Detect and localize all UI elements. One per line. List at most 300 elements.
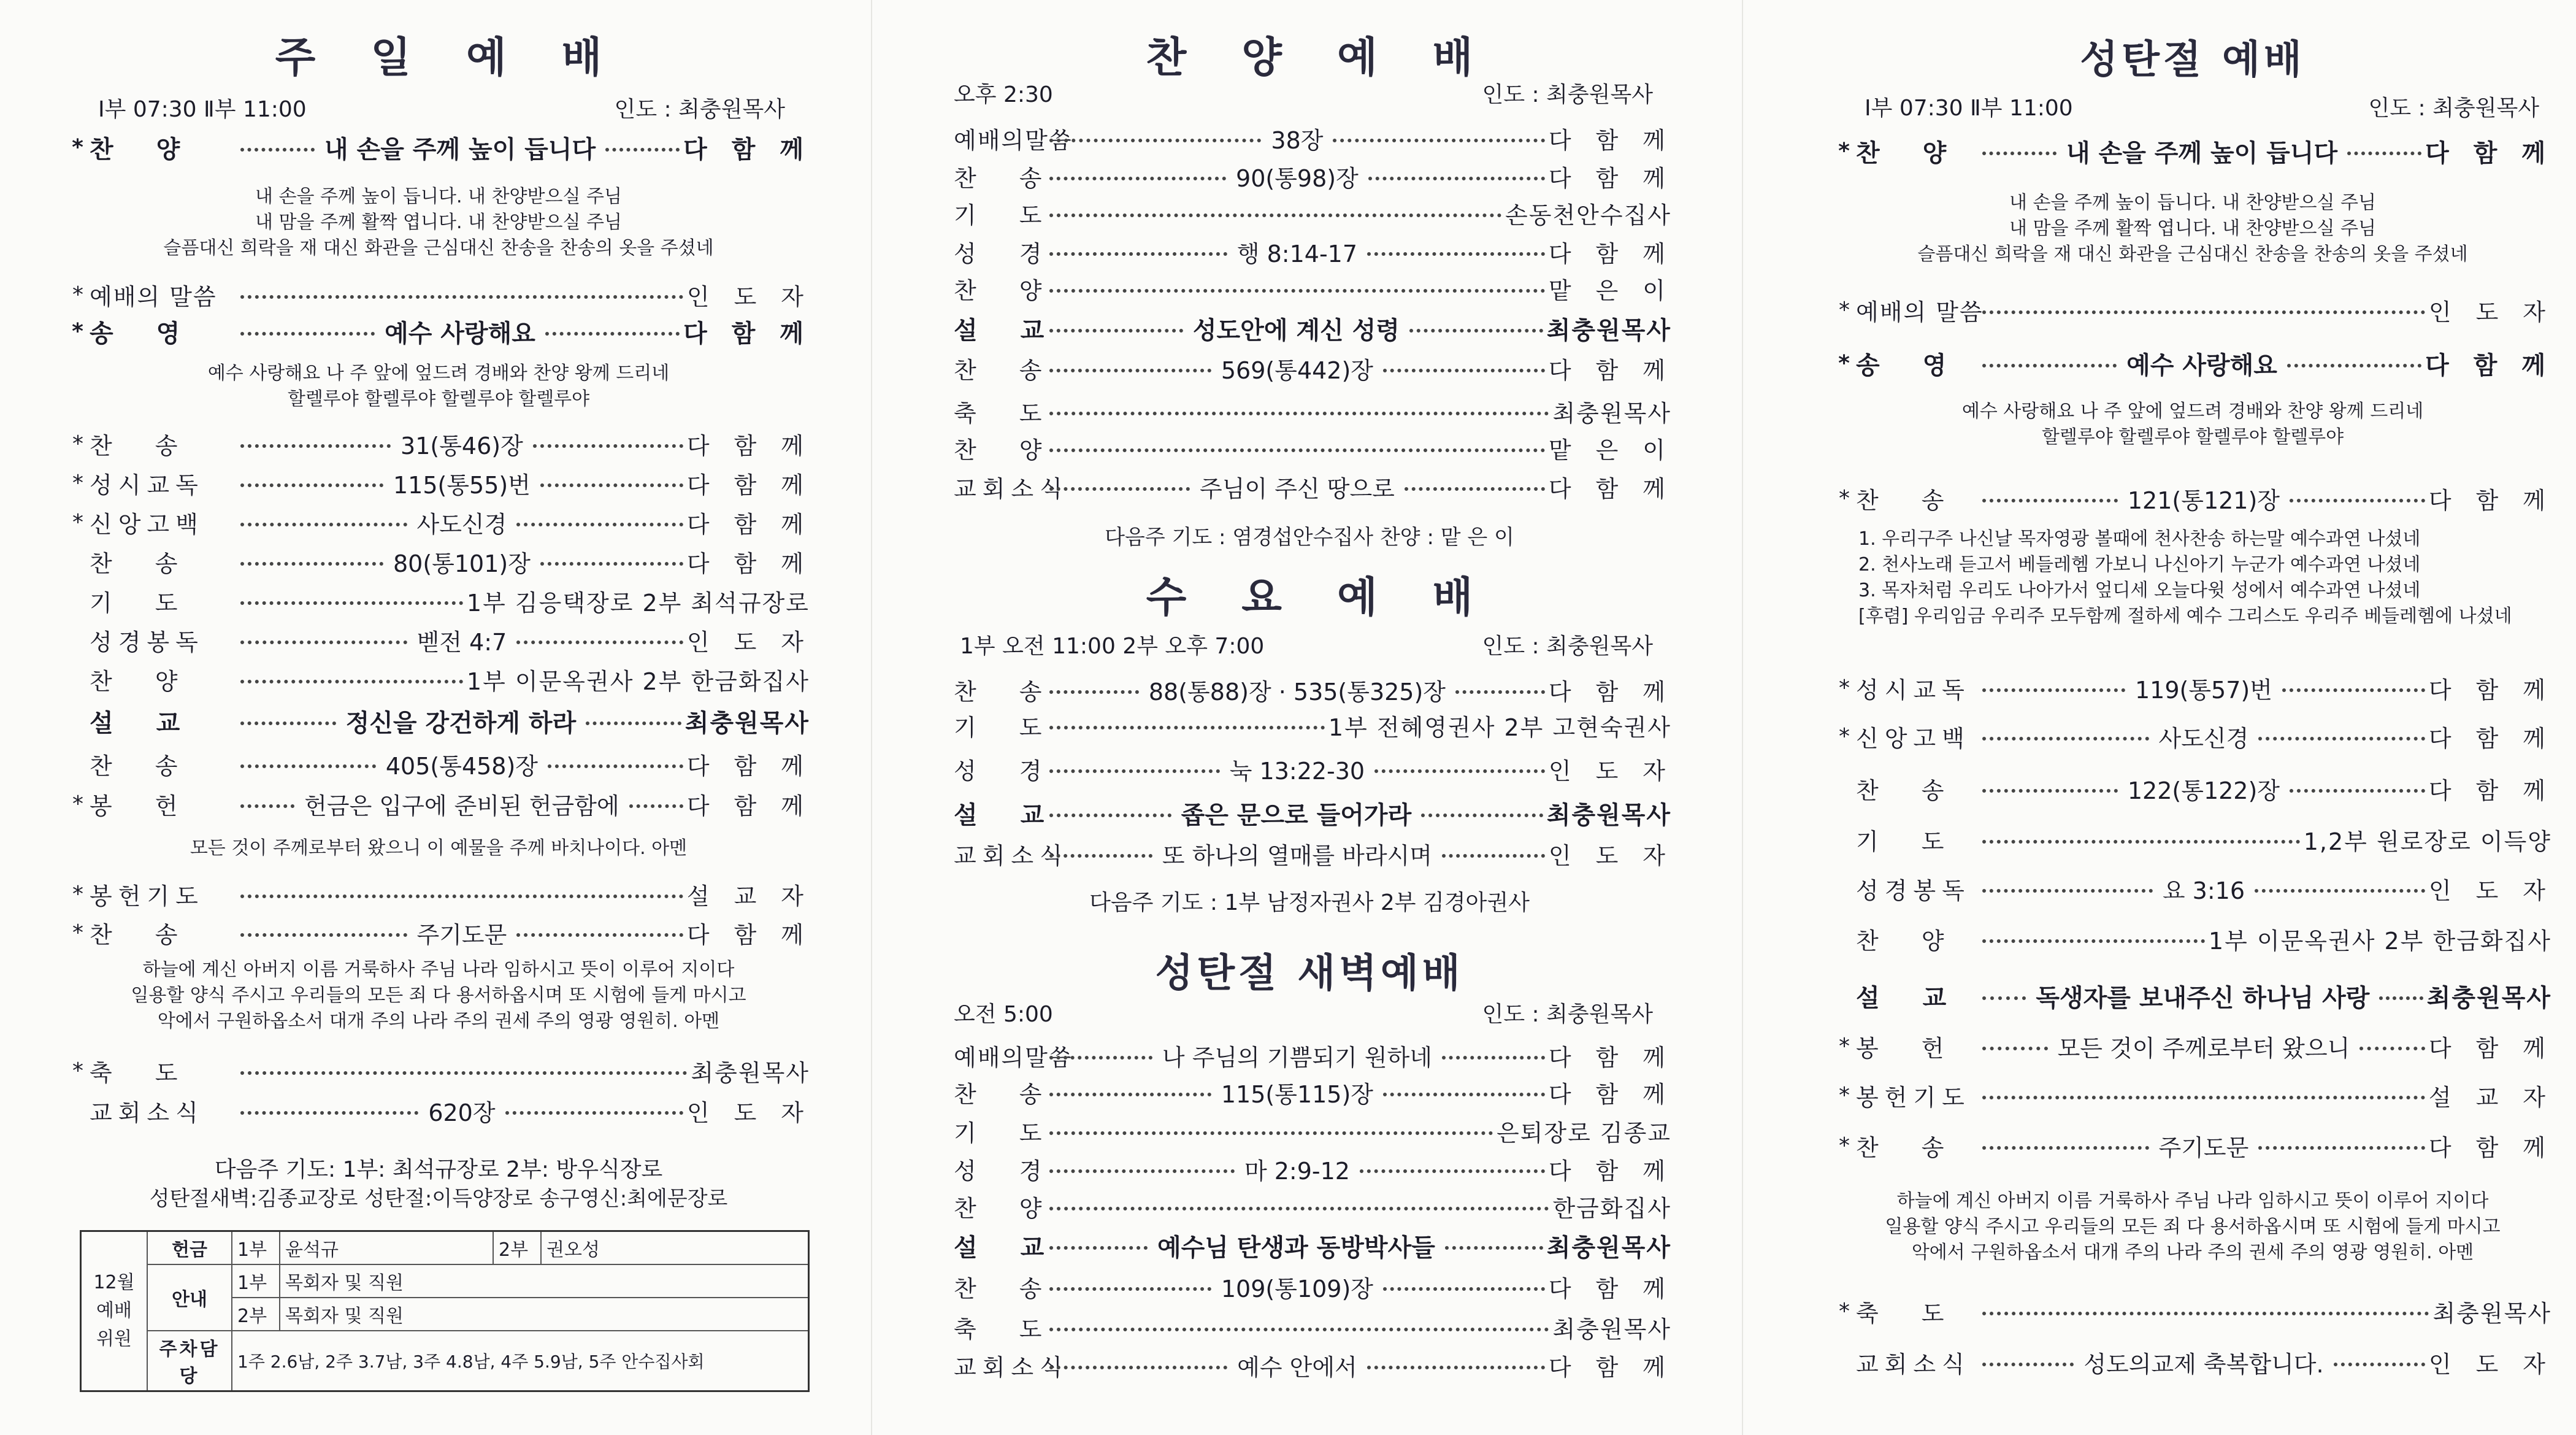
- dot-leader: [1442, 854, 1545, 858]
- christmas-leader: 인도 : 최충원목사: [2368, 96, 2539, 121]
- service-times: Ⅰ부 07:30 Ⅱ부 11:00: [98, 97, 307, 122]
- guide-part1-name: 목회자 및 직원: [280, 1264, 809, 1298]
- dot-leader: [1409, 329, 1543, 333]
- item-label: 찬양: [954, 436, 1085, 464]
- dot-leader: [605, 148, 680, 152]
- praise-service-column: [948, 0, 1690, 1435]
- dot-leader: [1367, 252, 1545, 256]
- item-person: 다함께: [686, 921, 828, 948]
- dot-leader: [1982, 1096, 2425, 1099]
- item-person: 다함께: [1548, 1275, 1690, 1302]
- note-line: 일용할 양식 주시고 우리들의 모든 죄 다 용서하옵시며 또 시험에 들게 마시고: [131, 985, 746, 1006]
- item-label: 설교: [954, 1233, 1087, 1262]
- fold-line-1: [871, 0, 872, 1435]
- note-line: 내 손을 주께 높이 듭니다. 내 찬양받으실 주님: [2009, 192, 2376, 214]
- order-item: [1834, 346, 2570, 380]
- item-person: 1부 이문옥권사 2부 한금화집사: [466, 667, 810, 695]
- item-label: 교회소식: [954, 1353, 1068, 1381]
- dot-leader: [240, 721, 336, 725]
- item-content: 예수 사랑해요: [2126, 351, 2277, 380]
- note-line: 할렐루야 할렐루야 할렐루야 할렐루야: [287, 388, 590, 410]
- committee-side-label: 12월 예배 위원: [81, 1231, 148, 1391]
- praise-leader: 인도 : 최충원목사: [1482, 82, 1653, 107]
- dot-leader: [240, 894, 683, 898]
- dot-leader: [1442, 1056, 1545, 1060]
- item-label: 축도: [90, 1059, 221, 1087]
- standing-mark: *: [72, 470, 83, 496]
- dot-leader: [1049, 1056, 1152, 1060]
- item-person: 다함께: [1548, 240, 1690, 267]
- item-content: 독생자를 보내주신 하나님 사랑: [2036, 983, 2370, 1012]
- order-item: [948, 1228, 1671, 1263]
- order-item: [1834, 1345, 2570, 1379]
- item-person: 설교자: [686, 882, 828, 910]
- order-item: [1834, 1078, 2570, 1112]
- dot-leader: [1049, 690, 1139, 694]
- order-item: [948, 836, 1690, 871]
- order-item: [948, 196, 1671, 230]
- item-label: 찬양: [954, 1195, 1085, 1222]
- item-label: 성경: [954, 240, 1085, 267]
- dot-leader: [1368, 177, 1545, 180]
- dot-leader: [1360, 1169, 1545, 1173]
- item-content: 119(통57)번: [2134, 676, 2272, 704]
- dot-leader: [240, 680, 463, 683]
- standing-mark: *: [1839, 1033, 1850, 1059]
- order-item: [948, 431, 1690, 465]
- dot-leader: [586, 721, 681, 725]
- order-item: [948, 1310, 1671, 1344]
- order-item: [67, 314, 828, 348]
- item-label: 설교: [90, 709, 223, 737]
- dot-leader: [1374, 769, 1545, 773]
- standing-mark: *: [72, 509, 83, 535]
- item-label: 예배의 말씀: [90, 283, 217, 310]
- dot-leader: [533, 444, 683, 448]
- order-item: [948, 469, 1690, 504]
- dot-leader: [629, 804, 683, 808]
- dawn-time: 오전 5:00: [954, 1002, 1053, 1027]
- doxology-lyrics-note: [1834, 399, 2551, 450]
- item-label: 기도: [1856, 828, 1987, 855]
- offering-part1-name: 윤석규: [280, 1231, 493, 1265]
- hymn-lyrics-note: [67, 184, 810, 261]
- item-content: 벧전 4:7: [416, 628, 507, 656]
- item-person: 다함께: [686, 471, 829, 499]
- note-line: 슬픔대신 희락을 재 대신 화관을 근심대신 찬송을 찬송의 옷을 주셨네: [1917, 244, 2468, 265]
- item-person: 맡은이: [1548, 436, 1690, 464]
- wednesday-leader: 인도 : 최충원목사: [1482, 634, 1653, 659]
- standing-mark: *: [72, 1058, 83, 1083]
- standing-mark: *: [1839, 1298, 1850, 1324]
- item-label: 찬송: [1856, 487, 1987, 514]
- note-line: 하늘에 계신 아버지 이름 거룩하사 주님 나라 임하시고 뜻이 이루어 지이다: [1896, 1190, 2489, 1212]
- order-item: [948, 311, 1671, 345]
- item-content: 569(통442)장: [1221, 356, 1374, 384]
- item-content: 115(통55)번: [393, 471, 531, 499]
- item-person: 인도자: [2428, 1350, 2570, 1378]
- order-item: [948, 796, 1671, 830]
- dot-leader: [2258, 1146, 2425, 1150]
- item-label: 성시교독: [1856, 676, 1971, 704]
- item-content: 나 주님의 기쁨되기 원하네: [1162, 1044, 1432, 1071]
- note-line: 슬픔대신 희락을 재 대신 화관을 근심대신 찬송을 찬송의 옷을 주셨네: [163, 237, 714, 259]
- dot-leader: [1982, 996, 2026, 1000]
- dot-leader: [240, 641, 407, 644]
- item-label: 찬송: [90, 550, 221, 577]
- item-person: 다함께: [2425, 351, 2570, 380]
- dot-leader: [548, 764, 683, 768]
- offering-label: 헌금: [147, 1231, 232, 1265]
- order-item: [948, 1152, 1690, 1186]
- item-person: 다함께: [1548, 1044, 1690, 1071]
- item-person: 1부 김응택장로 2부 최석규장로: [466, 589, 810, 617]
- dot-leader: [1049, 1287, 1211, 1291]
- item-person: 인도자: [686, 1099, 828, 1126]
- dawn-leader: 인도 : 최충원목사: [1482, 1002, 1653, 1027]
- order-item: [67, 704, 810, 738]
- dot-leader: [1049, 1366, 1227, 1369]
- standing-mark: *: [1839, 1082, 1850, 1108]
- item-label: 예배의 말씀: [1856, 298, 1984, 326]
- dot-leader: [1049, 1093, 1211, 1096]
- item-person: 1부 전혜영권사 2부 고현숙권사: [1328, 714, 1671, 741]
- dot-leader: [545, 332, 680, 336]
- hymn-lyrics-note: [1834, 190, 2551, 267]
- note-line: 예수 사랑해요 나 주 앞에 엎드려 경배와 찬양 왕께 드리네: [207, 363, 670, 384]
- item-content: 38장: [1271, 126, 1324, 154]
- dot-leader: [1982, 939, 2205, 943]
- dot-leader: [1049, 177, 1226, 180]
- item-content: 예수님 탄생과 동방박사들: [1157, 1233, 1435, 1262]
- dot-leader: [1982, 1363, 2074, 1366]
- item-content: 마 2:9-12: [1244, 1157, 1350, 1185]
- item-person: 인도자: [2428, 877, 2570, 904]
- order-item: [948, 121, 1690, 155]
- item-person: 다함께: [1548, 1157, 1690, 1185]
- order-item: [67, 505, 828, 539]
- item-person: 다함께: [2428, 777, 2570, 804]
- doxology-lyrics-note: [67, 361, 810, 412]
- guide-part1: 1부: [232, 1264, 280, 1298]
- item-person: 인도자: [2428, 298, 2570, 326]
- item-label: 찬송: [1856, 777, 1987, 804]
- order-item: [67, 623, 828, 657]
- order-item: [1834, 1029, 2570, 1063]
- item-content: 주님이 주신 땅으로: [1200, 475, 1395, 502]
- item-person: 다함께: [2428, 676, 2570, 704]
- next-week-prayer: 다음주 기도: 1부: 최석규장로 2부: 방우식장로: [214, 1157, 663, 1182]
- standing-mark: *: [72, 920, 83, 945]
- dot-leader: [240, 764, 376, 768]
- offering-part1: 1부: [232, 1231, 280, 1265]
- dot-leader: [516, 523, 683, 526]
- item-content: 예수 사랑해요: [385, 319, 535, 348]
- item-label: 봉헌: [90, 792, 221, 820]
- item-label: 봉헌기도: [1856, 1083, 1971, 1111]
- item-content: 성도의교제 축복합니다.: [2083, 1350, 2324, 1378]
- dot-leader: [1982, 889, 2153, 893]
- order-item: [948, 672, 1690, 707]
- item-content: 115(통115)장: [1221, 1080, 1374, 1108]
- dot-leader: [1982, 1047, 2048, 1050]
- dot-leader: [240, 332, 375, 336]
- order-item: [67, 130, 828, 164]
- wednesday-times: 1부 오전 11:00 2부 오후 7:00: [960, 634, 1265, 659]
- service-leader: 인도 : 최충원목사: [614, 97, 785, 122]
- order-item: [948, 1348, 1690, 1382]
- standing-mark: *: [1838, 350, 1850, 376]
- dot-leader: [1049, 448, 1545, 452]
- sunday-service-title: 주일예배: [275, 34, 657, 82]
- item-content: 620장: [428, 1099, 496, 1126]
- item-content: 예수 안에서: [1237, 1353, 1357, 1381]
- item-label: 신앙고백: [1856, 725, 1971, 752]
- dot-leader: [1049, 769, 1220, 773]
- item-label: 찬송: [954, 1275, 1085, 1302]
- christmas-service-title: 성탄절 예배: [2080, 37, 2306, 83]
- dot-leader: [1049, 214, 1501, 217]
- dot-leader: [1049, 1207, 1549, 1210]
- item-label: 송영: [1856, 351, 1990, 380]
- note-line: 악에서 구원하옵소서 대개 주의 나라 주의 권세 주의 영광 영원히. 아멘: [1911, 1242, 2474, 1263]
- dot-leader: [540, 483, 683, 487]
- dot-leader: [1982, 310, 2425, 314]
- standing-mark: *: [1839, 675, 1850, 701]
- item-content: 90(통98)장: [1236, 164, 1359, 192]
- item-label: 기도: [90, 589, 221, 617]
- order-item: [67, 544, 829, 579]
- item-label: 기도: [954, 1119, 1085, 1147]
- christmas-prayer-schedule: 성탄절새벽:김종교장로 성탄절:이득양장로 송구영신:최에문장로: [149, 1187, 728, 1211]
- dot-leader: [1049, 139, 1261, 142]
- item-content: 모든 것이 주께로부터 왔으니: [2057, 1034, 2350, 1062]
- fold-line-2: [1742, 0, 1743, 1435]
- dot-leader: [1445, 1246, 1543, 1250]
- item-label: 교회소식: [90, 1099, 204, 1126]
- order-item: [1834, 134, 2570, 168]
- dot-leader: [2287, 364, 2421, 367]
- dot-leader: [1982, 1146, 2149, 1150]
- dot-leader: [2258, 737, 2425, 741]
- dot-leader: [1383, 1093, 1545, 1096]
- item-label: 봉헌기도: [90, 882, 204, 910]
- carol-line: [후렴] 우리임금 우리주 모두함께 절하세 예수 그리스도 우리주 베들레헴에 나셨네: [1858, 606, 2512, 627]
- dot-leader: [240, 933, 407, 937]
- item-label: 찬양: [90, 667, 221, 695]
- carol-line: 3. 목자처럼 우리도 나아가서 엎디세 오늘다윗 성에서 예수과연 나셨네: [1858, 580, 2421, 601]
- item-content: 88(통88)장 · 535(통325)장: [1148, 678, 1446, 706]
- dot-leader: [1049, 487, 1190, 491]
- item-person: 다함께: [2428, 1134, 2570, 1161]
- item-content: 정신을 강건하게 하라: [345, 709, 577, 737]
- item-content: 헌금은 입구에 준비된 헌금함에: [304, 792, 619, 820]
- standing-mark: *: [72, 282, 83, 307]
- item-person: 최충원목사: [1546, 1233, 1672, 1262]
- item-content: 31(통46)장: [401, 432, 523, 460]
- dot-leader: [505, 1111, 683, 1115]
- item-label: 송영: [90, 319, 223, 348]
- dot-leader: [1049, 726, 1325, 729]
- item-label: 성경봉독: [90, 628, 204, 656]
- order-item: [1834, 921, 2551, 956]
- item-content: 122(통122)장: [2127, 777, 2280, 804]
- offering-part2-name: 권오성: [541, 1231, 809, 1265]
- dot-leader: [516, 933, 683, 937]
- item-person: 인도자: [1548, 842, 1690, 869]
- lords-prayer-note: [67, 957, 810, 1034]
- dot-leader: [1383, 1287, 1545, 1291]
- dot-leader: [1982, 1312, 2429, 1315]
- item-person: 1부 이문옥권사 2부 한금화집사: [2208, 927, 2551, 955]
- item-content: 요 3:16: [2162, 877, 2245, 904]
- guide-part2-name: 목회자 및 직원: [280, 1298, 809, 1331]
- order-item: [948, 708, 1671, 742]
- item-person: 맡은이: [1548, 277, 1690, 304]
- item-person: 은퇴장로 김종교: [1496, 1119, 1671, 1147]
- dot-leader: [2347, 152, 2421, 155]
- item-label: 축도: [954, 399, 1085, 427]
- item-content: 사도신경: [2158, 725, 2249, 752]
- item-label: 설교: [954, 316, 1087, 345]
- item-person: 다함께: [1548, 1353, 1690, 1381]
- sunday-service-column: [67, 0, 829, 1435]
- order-item: [948, 1114, 1671, 1148]
- dot-leader: [1049, 1328, 1549, 1331]
- order-item: [948, 394, 1671, 428]
- dot-leader: [2255, 889, 2425, 893]
- item-label: 찬양: [90, 135, 223, 164]
- dot-leader: [2334, 1363, 2425, 1366]
- order-item: [1834, 771, 2570, 806]
- dot-leader: [240, 1111, 418, 1115]
- dot-leader: [240, 1071, 687, 1075]
- note-line: 내 손을 주께 높이 듭니다. 내 찬양받으실 주님: [255, 186, 622, 207]
- note-line: 일용할 양식 주시고 우리들의 모든 죄 다 용서하옵시며 또 시험에 들게 마시고: [1885, 1216, 2501, 1237]
- standing-mark: *: [1838, 138, 1850, 164]
- wednesday-next-week: 다음주 기도 : 1부 남정자권사 2부 김경아권사: [1089, 890, 1530, 915]
- item-label: 설교: [954, 801, 1087, 829]
- order-item: [67, 747, 829, 781]
- order-item: [948, 271, 1690, 306]
- dot-leader: [1367, 1366, 1545, 1369]
- item-label: 찬송: [90, 752, 221, 780]
- dot-leader: [240, 295, 683, 299]
- item-person: 다함께: [686, 752, 829, 780]
- dot-leader: [240, 562, 383, 566]
- standing-mark: *: [1839, 723, 1850, 749]
- item-person: 다함께: [1548, 1080, 1690, 1108]
- note-line: 할렐루야 할렐루야 할렐루야 할렐루야: [2041, 426, 2344, 448]
- standing-mark: *: [72, 431, 83, 456]
- dot-leader: [1049, 412, 1549, 415]
- item-label: 교회소식: [954, 842, 1068, 869]
- item-label: 찬양: [954, 277, 1085, 304]
- note-line: 예수 사랑해요 나 주 앞에 엎드려 경배와 찬양 왕께 드리네: [1961, 401, 2424, 422]
- note-line: 악에서 구원하옵소서 대개 주의 나라 주의 권세 주의 영광 영원히. 아멘: [157, 1010, 720, 1032]
- order-item: [1834, 822, 2551, 856]
- item-content: 내 손을 주께 높이 듭니다: [324, 135, 596, 164]
- note-line: 내 맘을 주께 활짝 엽니다. 내 찬양받으실 주님: [255, 212, 622, 233]
- order-item: [67, 787, 829, 821]
- order-item: [948, 351, 1690, 385]
- item-person: 다함께: [1548, 126, 1690, 154]
- item-label: 축도: [954, 1315, 1085, 1343]
- dot-leader: [240, 804, 294, 808]
- order-item: [67, 662, 810, 696]
- item-person: 다함께: [2428, 725, 2570, 752]
- order-item: [67, 277, 828, 312]
- item-person: 인도자: [686, 628, 828, 656]
- item-label: 성경봉독: [1856, 877, 1971, 904]
- praise-service-title: 찬양예배: [1146, 34, 1528, 82]
- dot-leader: [2379, 996, 2423, 1000]
- item-label: 찬송: [90, 921, 221, 948]
- item-label: 설교: [1856, 983, 1990, 1012]
- item-person: 인도자: [1548, 757, 1690, 785]
- item-person: 다함께: [686, 432, 828, 460]
- item-label: 찬송: [954, 164, 1085, 192]
- item-person: 다함께: [686, 792, 829, 820]
- dot-leader: [2290, 499, 2425, 502]
- committee-table: [80, 1230, 810, 1392]
- item-person: 다함께: [2428, 1034, 2570, 1062]
- dot-leader: [1421, 814, 1543, 817]
- item-person: 최충원목사: [2426, 983, 2551, 1012]
- order-item: [67, 466, 829, 500]
- dot-leader: [1049, 1169, 1235, 1173]
- dot-leader: [240, 483, 383, 487]
- parking-schedule: 1주 2.6남, 2주 3.7남, 3주 4.8남, 4주 5.9남, 5주 안수집사회: [232, 1331, 809, 1391]
- dot-leader: [240, 523, 407, 526]
- wednesday-service-title: 수요예배: [1146, 574, 1528, 622]
- item-person: 1,2부 원로장로 이득양: [2303, 828, 2551, 855]
- dot-leader: [240, 444, 391, 448]
- order-item: [1834, 293, 2570, 327]
- dot-leader: [1982, 364, 2117, 367]
- christmas-service-column: [1834, 0, 2570, 1435]
- item-person: 다함께: [683, 135, 828, 164]
- dot-leader: [1049, 1131, 1493, 1135]
- item-label: 예배의말씀: [954, 1044, 1073, 1071]
- dot-leader: [1333, 139, 1544, 142]
- carol-line: 2. 천사노래 듣고서 베들레헴 가보니 나신아기 누군가 예수과연 나셨네: [1858, 554, 2421, 575]
- order-item: [948, 1038, 1690, 1072]
- order-item: [67, 1093, 828, 1128]
- item-person: 손동천안수집사: [1505, 201, 1671, 229]
- item-person: 다함께: [683, 319, 828, 348]
- dot-leader: [1982, 499, 2118, 502]
- dot-leader: [1049, 329, 1183, 333]
- standing-mark: *: [72, 881, 83, 907]
- christmas-dawn-title: 성탄절 새벽예배: [1155, 951, 1464, 996]
- dot-leader: [1049, 854, 1152, 858]
- item-label: 찬양: [1856, 927, 1987, 955]
- item-person: 다함께: [2428, 487, 2570, 514]
- item-content: 행 8:14-17: [1236, 240, 1358, 267]
- dot-leader: [240, 601, 463, 605]
- order-item: [1834, 481, 2570, 515]
- item-label: 성시교독: [90, 471, 204, 499]
- item-label: 찬송: [954, 356, 1085, 384]
- item-person: 인도자: [686, 283, 828, 310]
- item-label: 예배의말씀: [954, 126, 1073, 154]
- item-content: 눅 13:22-30: [1229, 757, 1365, 785]
- order-item: [67, 1053, 810, 1088]
- note-line: 하늘에 계신 아버지 이름 거룩하사 주님 나라 임하시고 뜻이 이루어 지이다: [142, 959, 735, 980]
- standing-mark: *: [1839, 1133, 1850, 1158]
- dot-leader: [2290, 789, 2425, 793]
